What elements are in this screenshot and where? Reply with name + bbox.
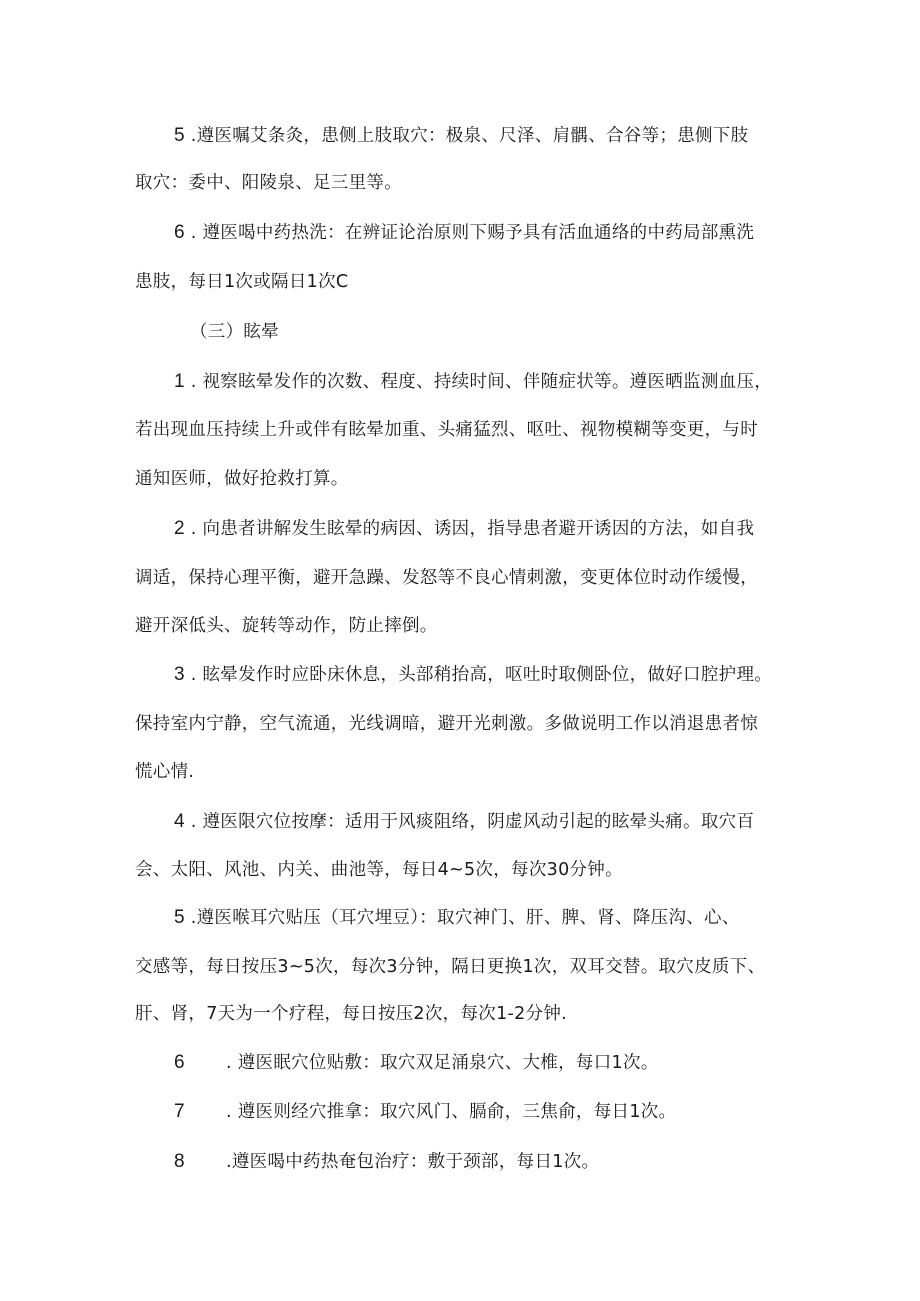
item-number: 6	[174, 1052, 185, 1073]
paragraph-line	[135, 171, 402, 195]
item-text: . 视察眩晕发作的次数、程度、持续时间、伴随症状等。遵医晒监测血压，	[184, 372, 773, 392]
paragraph-line	[135, 955, 765, 979]
item-text: . 遵医喝中药热洗：在辨证论治原则下赐予具有活血通络的中药局部熏洗	[184, 223, 755, 243]
paragraph-line	[174, 1100, 676, 1124]
section-heading: （三）眩晕	[190, 322, 279, 342]
paragraph-line	[174, 663, 772, 687]
item-number: 8	[174, 1151, 185, 1172]
item-number: 3	[174, 664, 185, 685]
item-text: . 向患者讲解发生眩晕的病因、诱因，指导患者避开诱因的方法，如自我	[184, 519, 755, 539]
paragraph-line	[135, 712, 758, 736]
item-number: 4	[174, 811, 185, 832]
item-number: 2	[174, 518, 185, 539]
item-text: 保持室内宁静，空气流通，光线调暗，避开光刺激。多做说明工作以消退患者惊	[135, 714, 758, 734]
item-text: . 遵医则经穴推拿：取穴风门、膈俞，三焦俞，每日1次。	[226, 1102, 677, 1122]
paragraph-line	[174, 221, 754, 245]
paragraph-line	[135, 566, 758, 590]
paragraph-line	[135, 467, 349, 491]
paragraph-line	[135, 614, 438, 638]
item-text: 会、太阳、风池、内关、曲池等，每日4~5次，每次30分钟。	[135, 860, 623, 880]
item-text: 交感等，每日按压3~5次，每次3分钟，隔日更换1次，双耳交替。取穴皮质下、	[135, 957, 766, 977]
paragraph-line	[174, 810, 754, 834]
item-text: 调适，保持心理平衡，避开急躁、发怒等不良心情刺激，变更体位时动作缓慢，	[135, 568, 758, 588]
item-text: . 眩晕发作时应卧床休息，头部稍抬高，呕吐时取侧卧位，做好口腔护理。	[184, 665, 773, 685]
item-text: 肝、肾，7天为一个疗程，每日按压2次，每次1-2分钟.	[135, 1004, 568, 1024]
item-text: . 遵医眠穴位贴敷：取穴双足涌泉穴、大椎，每口1次。	[226, 1053, 659, 1073]
paragraph-line	[174, 1150, 599, 1174]
item-text: 避开深低头、旋转等动作，防止摔倒。	[135, 616, 438, 636]
item-number: 5	[174, 125, 185, 146]
item-text: .遵医喉耳穴贴压（耳穴埋豆）：取穴神门、肝、脾、肾、降压沟、心、	[184, 908, 740, 928]
item-text: .遵医嘱艾条灸，患侧上肢取穴：极泉、尺泽、肩髃、合谷等；患侧下肢	[184, 126, 749, 146]
paragraph-line	[174, 517, 754, 541]
paragraph-line	[135, 760, 194, 784]
paragraph-line	[135, 418, 758, 442]
item-number: 7	[174, 1101, 185, 1122]
item-text: 若出现血压持续上升或伴有眩晕加重、头痛猛烈、呕吐、视物模糊等变更，与时	[135, 420, 758, 440]
item-text: . 遵医限穴位按摩：适用于风痰阻络，阴虚风动引起的眩晕头痛。取穴百	[184, 812, 755, 832]
item-number: 1	[174, 371, 185, 392]
item-number: 6	[174, 222, 185, 243]
paragraph-line	[135, 1002, 567, 1026]
item-number: 5	[174, 907, 185, 928]
paragraph-line	[174, 906, 740, 930]
item-text: 慌心情.	[135, 762, 195, 782]
item-text: .遵医喝中药热奄包治疗：敷于颈部，每日1次。	[226, 1152, 600, 1172]
item-text: 取穴：委中、阳陵泉、足三里等。	[135, 173, 402, 193]
paragraph-line	[135, 270, 348, 294]
item-text: 患肢，每日1次或隔日1次C	[135, 272, 349, 292]
item-text: 通知医师，做好抢救打算。	[135, 469, 349, 489]
paragraph-line	[135, 858, 623, 882]
paragraph-line	[174, 1051, 659, 1075]
paragraph-line	[174, 370, 772, 394]
paragraph-line	[174, 124, 748, 148]
